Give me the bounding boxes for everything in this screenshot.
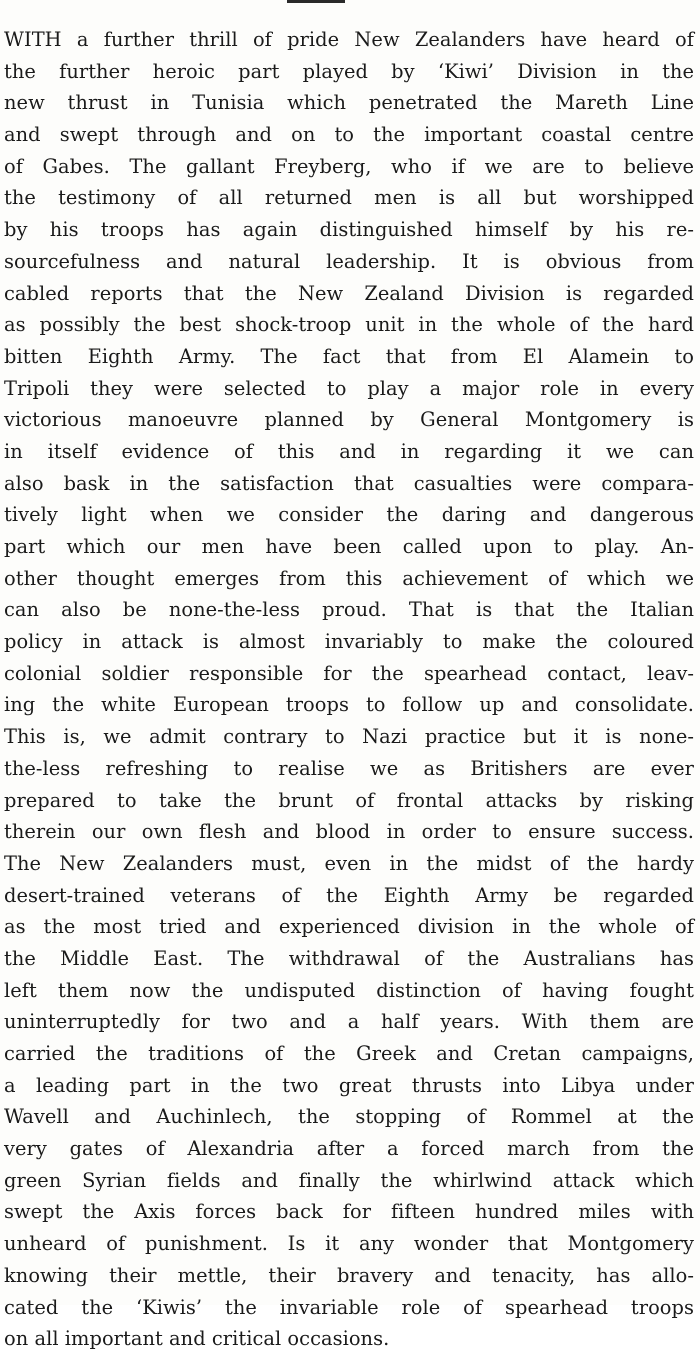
article-text-line: a leading part in the two great thrusts into Libya under [4,1073,694,1097]
article-text-line: bitten Eighth Army. The fact that from El Alamein to [4,344,694,368]
article-text-line: other thought emerges from this achievement of which we [4,566,694,590]
article-text-line: as the most tried and experienced division in the whole of [4,915,694,939]
article-text-line: tively light when we consider the daring and dangerous [4,503,694,527]
article-text-line: This is, we admit contrary to Nazi practice but it is none- [4,725,694,749]
article-text-line: as possibly the best shock-troop unit in the whole of the hard [4,313,694,337]
article-text-line: left them now the undisputed distinction of having fought [4,978,694,1002]
article-text-line: Tripoli they were selected to play a major role in every [4,376,694,400]
article-text-line: the Middle East. The withdrawal of the Australians has [4,946,694,970]
article-text-line: colonial soldier responsible for the spearhead contact, leav- [4,661,694,685]
article-text-line: carried the traditions of the Greek and Cretan campaigns, [4,1042,694,1065]
article-text-line: cabled reports that the New Zealand Division is regarded [4,281,694,305]
article-text-line: new thrust in Tunisia which penetrated the Mareth Line [4,91,694,115]
article-text-line: the testimony of all returned men is all but worshipped [4,186,694,210]
article-text-line: therein our own flesh and blood in order to ensure success. [4,820,694,844]
article-text-line: the-less refreshing to realise we as Britishers are ever [4,756,694,780]
article-text-line: can also be none-the-less proud. That is that the Italian [4,598,694,622]
article-text-line: of Gabes. The gallant Freyberg, who if we are to believe [4,154,694,178]
article-text-line: WITH a further thrill of pride New Zealanders have heard of [4,28,694,51]
article-text-line: The New Zealanders must, even in the midst of the hardy [4,851,694,875]
article-text-line: and swept through and on to the important coastal centre [4,123,694,147]
article-text-line: by his troops has again distinguished himself by his re- [4,218,694,242]
article-text-line: on all important and critical occasions. [4,1327,390,1351]
article-text-line: knowing their mettle, their bravery and tenacity, has allo- [4,1263,694,1287]
article-text-line: uninterruptedly for two and a half years. With them are [4,1010,694,1034]
article-text-line: very gates of Alexandria after a forced march from the [4,1137,694,1161]
article-text-line: part which our men have been called upon to play. An- [4,535,694,558]
top-rule [287,0,345,3]
editorial-article [4,24,694,1355]
article-text-line: victorious manoeuvre planned by General Montgomery is [4,408,694,432]
article-text-line: cated the ‘Kiwis’ the invariable role of spearhead troops [4,1295,694,1319]
article-text-line: sourcefulness and natural leadership. It is obvious from [4,249,694,273]
article-text-line: unheard of punishment. Is it any wonder that Montgomery [4,1232,694,1256]
article-text-line: also bask in the satisfaction that casualties were compara- [4,471,694,495]
article-text-line: Wavell and Auchinlech, the stopping of Rommel at the [4,1105,694,1129]
article-text-line: desert-trained veterans of the Eighth Army be regarded [4,883,694,907]
article-text-line: swept the Axis forces back for fifteen hundred miles with [4,1200,694,1224]
article-text-line: in itself evidence of this and in regarding it we can [4,439,694,463]
article-text-line: the further heroic part played by ‘Kiwi’ Division in the [4,59,694,83]
article-text-line: green Syrian fields and finally the whirlwind attack which [4,1168,694,1192]
article-text-line: policy in attack is almost invariably to make the coloured [4,630,694,654]
article-text-line: prepared to take the brunt of frontal attacks by risking [4,788,694,812]
article-text-line: ing the white European troops to follow up and consolidate. [4,693,694,717]
